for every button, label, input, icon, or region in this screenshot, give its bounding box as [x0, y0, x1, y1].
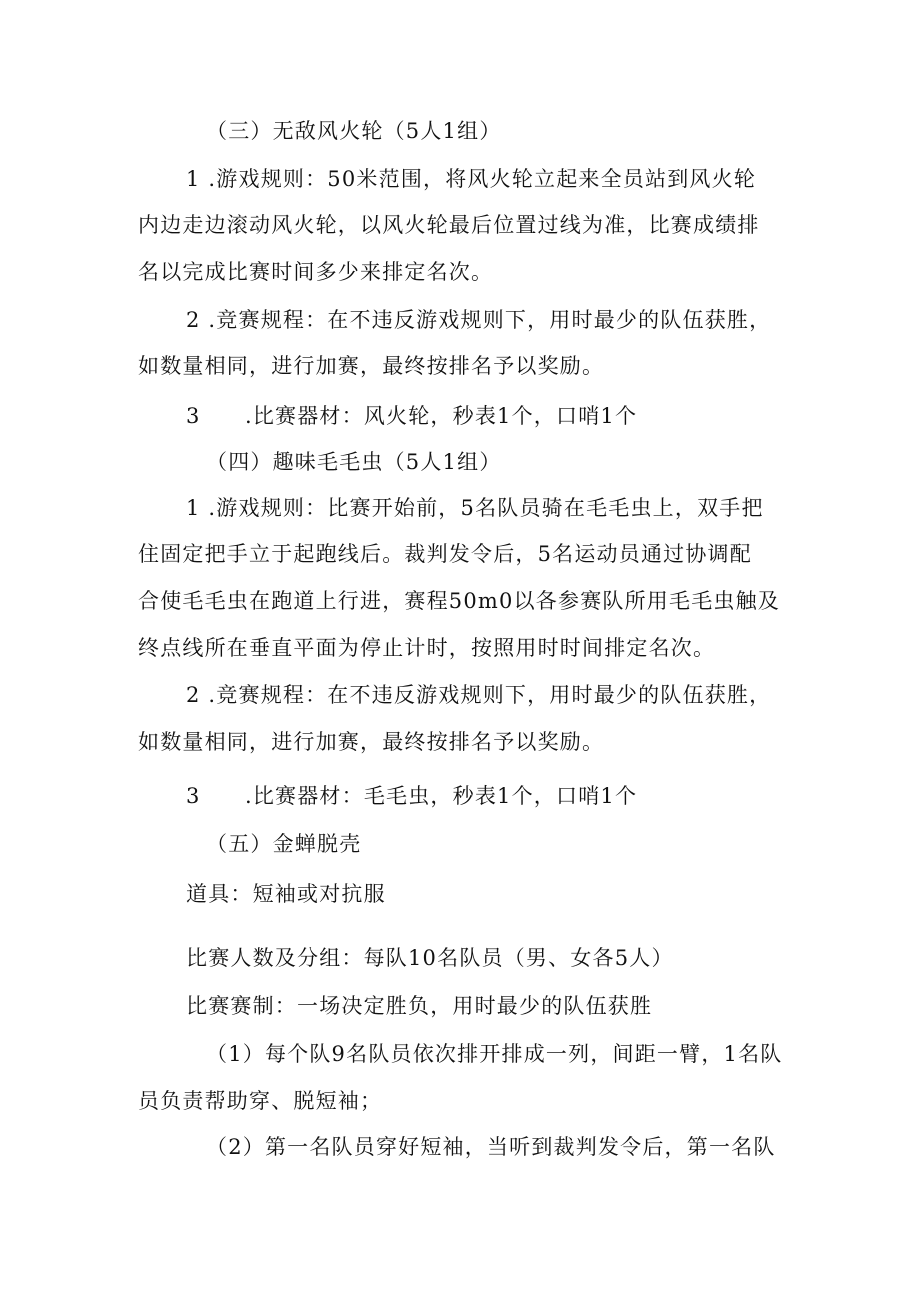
paragraph-line: （2）第一名队员穿好短袖，当听到裁判发令后，第一名队 — [206, 1135, 776, 1159]
paragraph-line: 终点线所在垂直平面为停止计时，按照用时时间排定名次。 — [138, 636, 716, 660]
paragraph-line: 2 .竞赛规程：在不违反游戏规则下，用时最少的队伍获胜， — [186, 308, 772, 332]
paragraph-line: 住固定把手立于起跑线后。裁判发令后，5名运动员通过协调配 — [138, 542, 752, 566]
paragraph-line: 员负责帮助穿、脱短袖； — [138, 1089, 383, 1113]
paragraph-line: （1）每个队9名队员依次排开排成一列，间距一臂，1名队 — [206, 1042, 783, 1066]
paragraph-line: 3 .比赛器材：风火轮，秒表1个，口哨1个 — [186, 404, 638, 428]
paragraph-line: 名以完成比赛时间多少来排定名次。 — [138, 260, 494, 284]
paragraph-line: 比赛人数及分组：每队10名队员（男、女各5人） — [186, 946, 674, 970]
section-heading-5: （五）金蝉脱壳 — [206, 832, 362, 856]
paragraph-line: 2 .竞赛规程：在不违反游戏规则下，用时最少的队伍获胜， — [186, 683, 772, 707]
paragraph-line: 如数量相同，进行加赛，最终按排名予以奖励。 — [138, 354, 605, 378]
paragraph-line: 内边走边滚动风火轮，以风火轮最后位置过线为准，比赛成绩排 — [138, 213, 760, 237]
paragraph-line: 3 .比赛器材：毛毛虫，秒表1个，口哨1个 — [186, 784, 638, 808]
paragraph-line: 比赛赛制：一场决定胜负，用时最少的队伍获胜 — [186, 994, 653, 1018]
paragraph-line: 1 .游戏规则：50米范围，将风火轮立起来全员站到风火轮 — [186, 167, 757, 191]
section-heading-3: （三）无敌风火轮（5人1组） — [206, 119, 502, 143]
paragraph-line: 道具：短袖或对抗服 — [186, 882, 386, 906]
paragraph-line: 合使毛毛虫在跑道上行进，赛程50m0以各参赛队所用毛毛虫触及 — [138, 589, 780, 613]
section-heading-4: （四）趣味毛毛虫（5人1组） — [206, 450, 502, 474]
paragraph-line: 如数量相同，进行加赛，最终按排名予以奖励。 — [138, 730, 605, 754]
paragraph-line: 1 .游戏规则：比赛开始前，5名队员骑在毛毛虫上，双手把 — [186, 496, 764, 520]
